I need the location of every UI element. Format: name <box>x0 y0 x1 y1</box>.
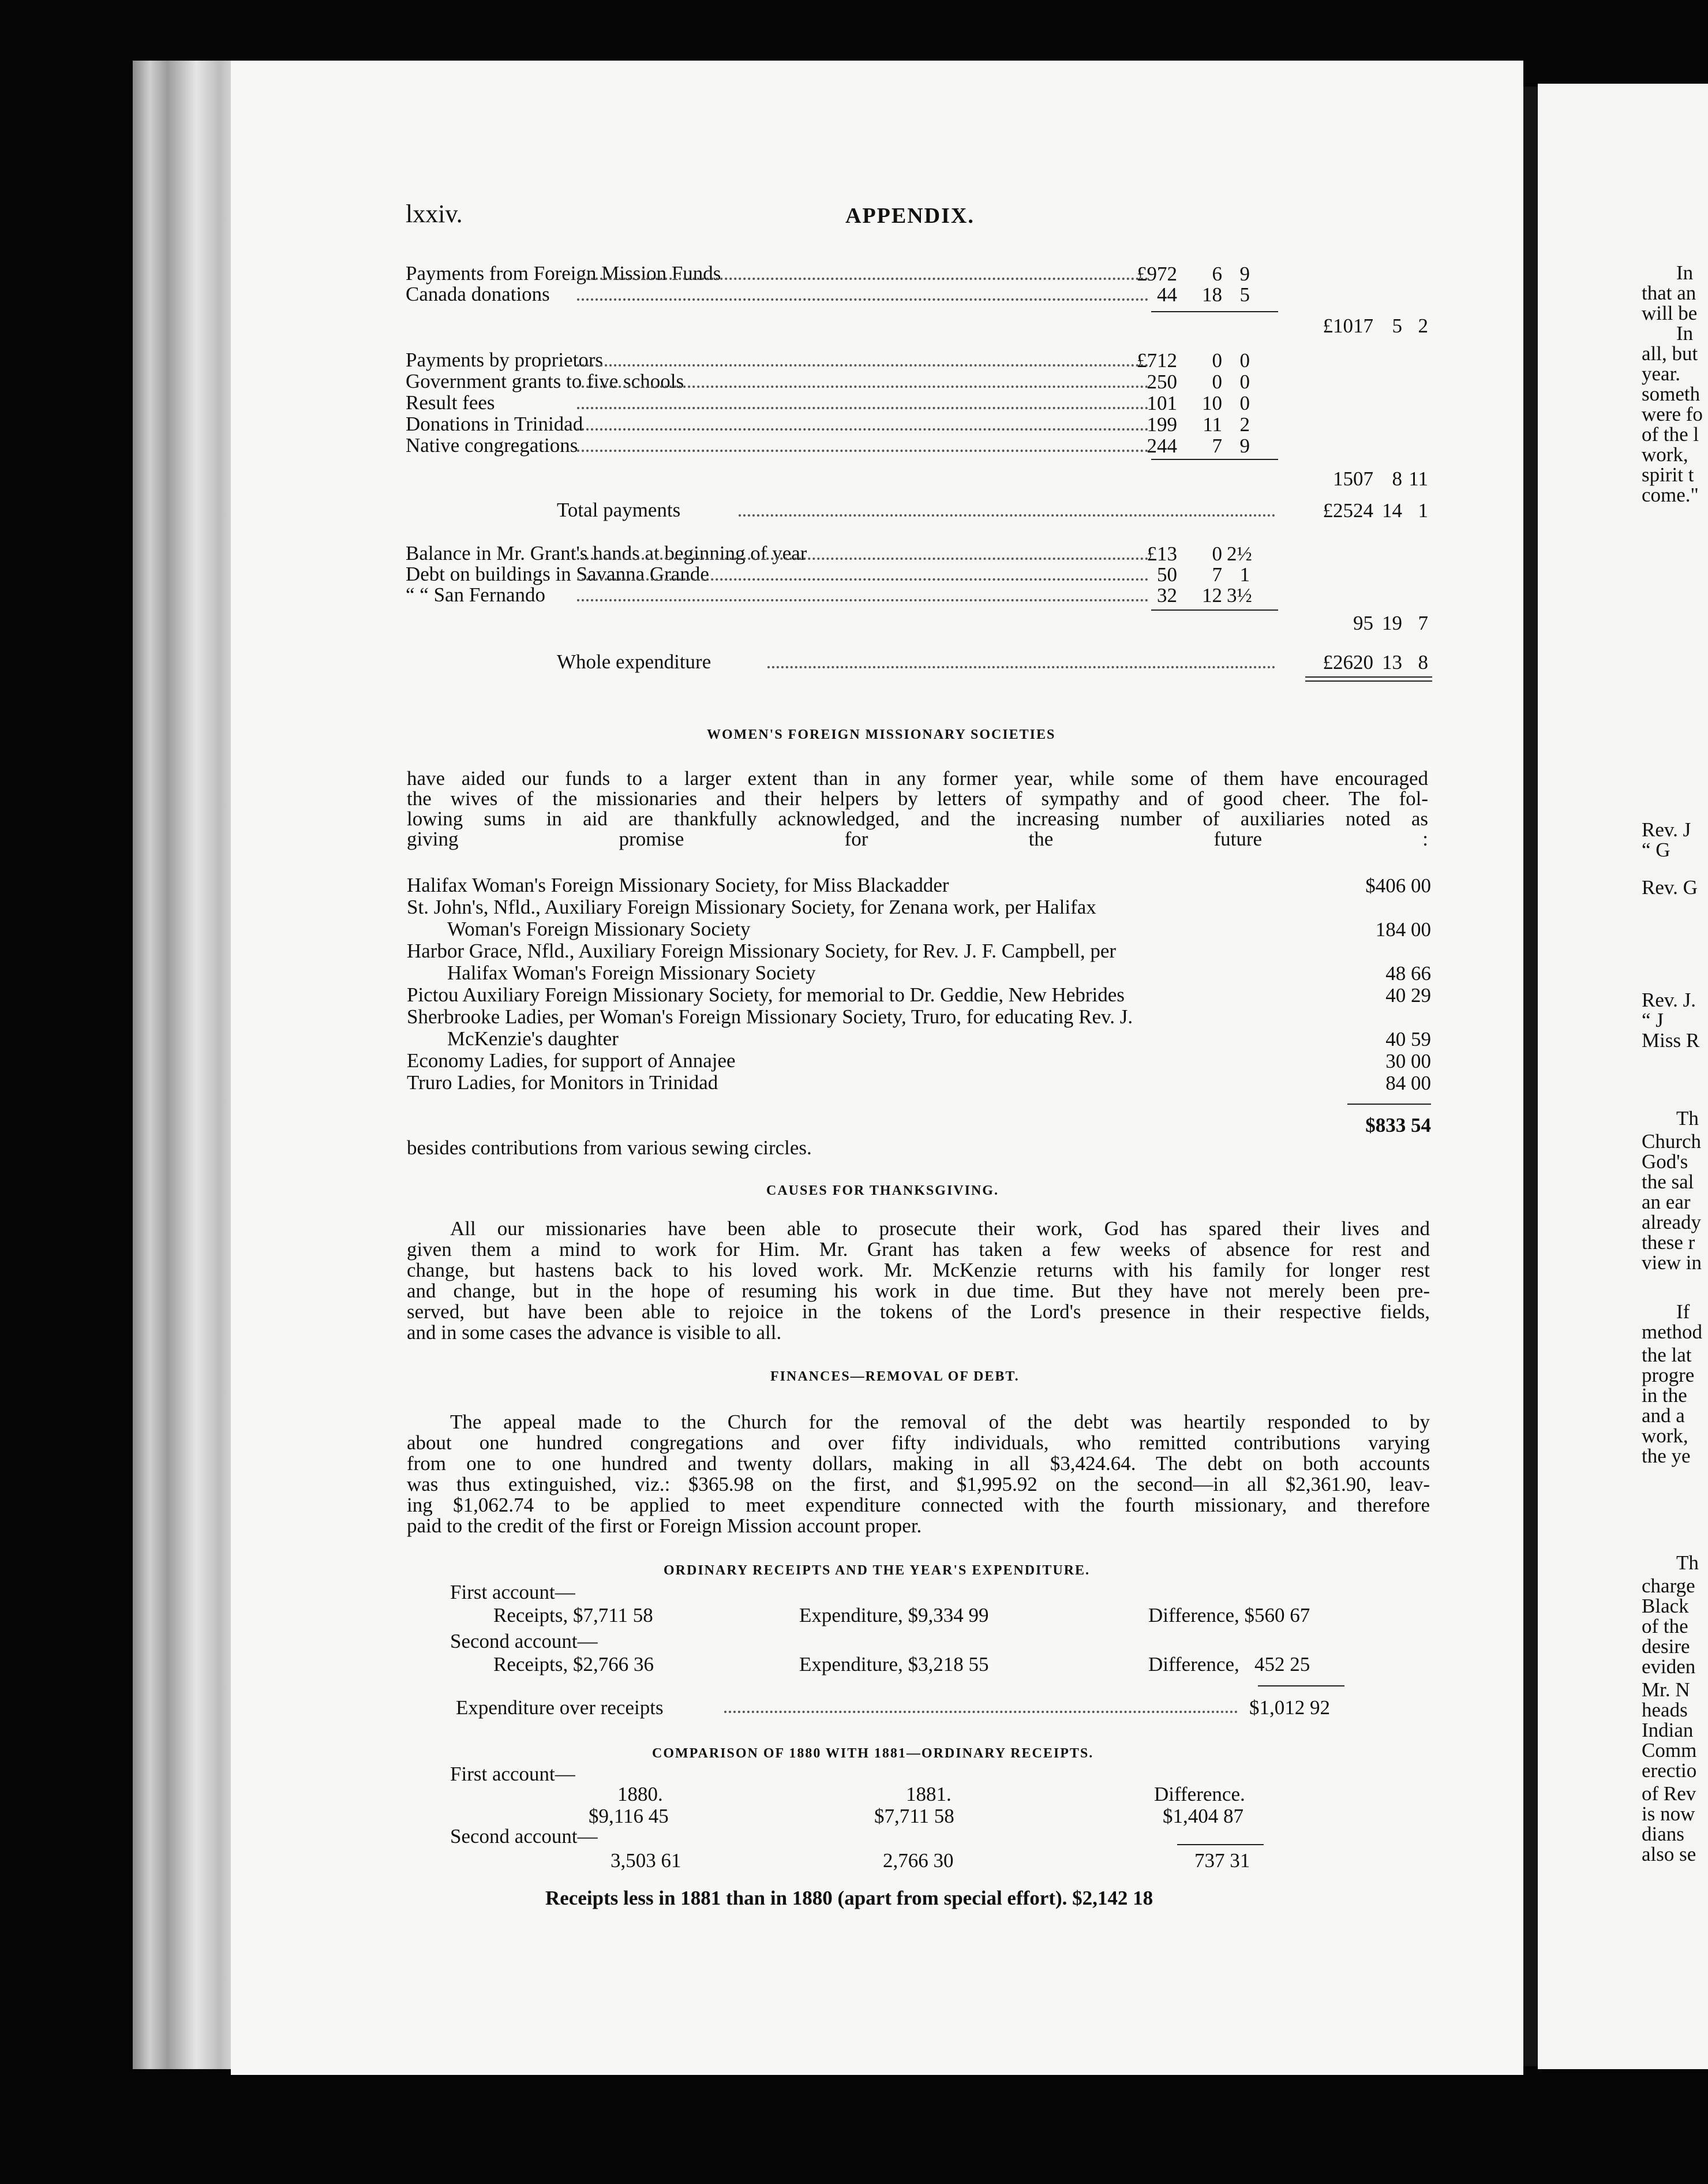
ordinary-first-difference: Difference, $560 67 <box>1148 1604 1310 1626</box>
group3-row-label: Debt on buildings in Savanna Grande <box>406 563 709 585</box>
right-page-fragment: Black <box>1642 1595 1689 1617</box>
right-page-fragment: God's <box>1642 1150 1688 1173</box>
over-label: Expenditure over receipts <box>456 1696 664 1719</box>
right-page <box>1538 84 1708 2069</box>
wfms-item-amount: 30 00 <box>1385 1050 1431 1072</box>
wfms-item-line: Halifax Woman's Foreign Missionary Society, for Miss Blackadder <box>407 874 949 896</box>
right-page-fragment: someth <box>1642 383 1700 405</box>
right-page-fragment: spirit t <box>1642 463 1694 486</box>
ordinary-first-expenditure: Expenditure, $9,334 99 <box>799 1604 989 1626</box>
right-page-fragment: Rev. G <box>1642 876 1698 899</box>
wfms-item-line: McKenzie's daughter <box>447 1027 619 1050</box>
group1-total-pounds: £1017 <box>1323 315 1373 337</box>
wfms-item-line: Sherbrooke Ladies, per Woman's Foreign Missionary Society, Truro, for educating Rev. J. <box>407 1005 1133 1028</box>
right-page-fragment: heads <box>1642 1699 1688 1721</box>
wfms-item-amount: 40 29 <box>1385 984 1431 1007</box>
thanks-line: given them a mind to work for Him. Mr. Grant has taken a few weeks of absence for rest and <box>407 1238 1430 1261</box>
whole-shillings: 13 <box>1382 651 1402 674</box>
group2-row-shillings: 10 <box>1202 392 1222 414</box>
group2-row-pence: 9 <box>1239 435 1250 457</box>
wfms-item-amount: 40 59 <box>1385 1028 1431 1050</box>
group2-rule <box>1151 459 1278 460</box>
group2-row-pounds: 101 <box>1147 392 1177 414</box>
right-page-fragment: Th <box>1676 1107 1699 1130</box>
group1-row-leader <box>577 297 1148 301</box>
group2-row-pounds: 244 <box>1147 435 1177 457</box>
group1-row-pence: 5 <box>1239 283 1250 306</box>
right-page-fragment: also se <box>1642 1843 1696 1865</box>
group2-row-leader <box>577 448 1148 452</box>
finances-line: was thus extinguished, viz.: $365.98 on the first, and $1,995.92 on the second—in all $2,361.90, leav- <box>407 1473 1430 1495</box>
wfms-item-line: Halifax Woman's Foreign Missionary Society <box>447 962 816 984</box>
group2-row-label: Donations in Trinidad <box>406 413 583 435</box>
group2-row-shillings: 0 <box>1212 371 1222 393</box>
over-leader <box>724 1710 1238 1713</box>
right-page-fragment: Miss R <box>1642 1029 1700 1052</box>
first-1880: $9,116 45 <box>589 1805 669 1827</box>
right-page-fragment: Church <box>1642 1130 1702 1153</box>
right-page-fragment: Mr. N <box>1642 1678 1690 1701</box>
col-1880: 1880. <box>617 1783 663 1805</box>
right-page-fragment: work, <box>1642 1424 1688 1447</box>
right-page-fragment: erectio <box>1642 1759 1697 1782</box>
ordinary-second-expenditure: Expenditure, $3,218 55 <box>799 1653 989 1676</box>
right-page-fragment: charge <box>1642 1575 1695 1597</box>
col-1881: 1881. <box>906 1783 952 1805</box>
group2-row-label: Government grants to five schools <box>406 370 684 392</box>
group3-total-pence: 7 <box>1418 612 1428 634</box>
group2-row-label: Payments by proprietors <box>406 349 604 371</box>
total-payments-label: Total payments <box>557 499 681 521</box>
group1-row-shillings: 6 <box>1212 263 1222 285</box>
group2-row-pounds: 199 <box>1147 413 1177 436</box>
wfms-item-line: St. John's, Nfld., Auxiliary Foreign Missionary Society, for Zenana work, per Halifax <box>407 896 1096 918</box>
comparison-second-label: Second account— <box>450 1825 598 1848</box>
thanks-line: change, but hastens back to his loved work. Mr. McKenzie returns with his family for longer rest <box>407 1259 1430 1281</box>
total-payments-pounds: £2524 <box>1323 499 1373 522</box>
group1-row-pounds: £972 <box>1137 263 1177 285</box>
over-value: $1,012 92 <box>1249 1696 1330 1719</box>
group3-row-leader <box>577 577 1148 581</box>
group2-row-shillings: 0 <box>1212 349 1222 372</box>
wfms-besides: besides contributions from various sewing circles. <box>407 1136 812 1159</box>
wfms-intro-line: the wives of the missionaries and their helpers by letters of sympathy and of good cheer. The fol- <box>407 787 1428 810</box>
right-page-fragment: the sal <box>1642 1170 1694 1193</box>
ordinary-first-label: First account— <box>450 1581 575 1603</box>
group3-total-shillings: 19 <box>1382 612 1402 634</box>
group3-row-leader <box>577 598 1148 601</box>
right-page-fragment: of the <box>1642 1615 1688 1637</box>
thanks-line: served, but have been able to rejoice in the tokens of the Lord's presence in their respective fields, <box>407 1300 1430 1323</box>
wfms-intro-line: giving promise for the future : <box>407 828 1428 850</box>
whole-label: Whole expenditure <box>557 650 711 673</box>
group2-row-shillings: 7 <box>1212 435 1222 457</box>
total-payments-leader <box>739 513 1275 517</box>
group2-row-shillings: 11 <box>1203 413 1222 436</box>
right-page-fragment: is now <box>1642 1802 1695 1825</box>
group2-row-pence: 0 <box>1239 371 1250 393</box>
right-page-fragment: an ear <box>1642 1191 1691 1213</box>
group2-row-pence: 0 <box>1239 349 1250 372</box>
right-page-fragment: Rev. J <box>1642 818 1691 841</box>
finances-line: The appeal made to the Church for the removal of the debt was heartily responded to by <box>450 1411 1430 1433</box>
group1-total-shillings: 5 <box>1392 315 1402 337</box>
right-page-fragment: and a <box>1642 1404 1685 1427</box>
wfms-item-amount: $406 00 <box>1365 874 1431 897</box>
group3-row-leader <box>577 556 1148 560</box>
thanks-heading: CAUSES FOR THANKSGIVING. <box>766 1183 999 1198</box>
group2-total-pence: 11 <box>1409 468 1428 490</box>
page-number: lxxiv. <box>406 200 463 228</box>
second-1880: 3,503 61 <box>610 1849 681 1872</box>
right-page-fragment: method <box>1642 1321 1702 1343</box>
right-page-fragment: work, <box>1642 443 1688 466</box>
right-page-fragment: will be <box>1642 302 1698 324</box>
page-title: APPENDIX. <box>845 204 975 228</box>
finances-line: from one to one hundred and twenty dollars, making in all $3,424.64. The debt on both accounts <box>407 1452 1430 1475</box>
wfms-item-amount: 48 66 <box>1385 962 1431 985</box>
group3-row-shillings: 7 <box>1212 563 1222 586</box>
comparison-heading: COMPARISON OF 1880 WITH 1881—ORDINARY RECEIPTS. <box>652 1746 1094 1761</box>
group2-row-pence: 2 <box>1239 413 1250 436</box>
right-page-fragment: of the l <box>1642 423 1699 446</box>
right-page-fragment: Rev. J. <box>1642 989 1696 1011</box>
wfms-intro-line: lowing sums in aid are thankfully acknowledged, and the increasing number of auxiliaries noted as <box>407 807 1428 830</box>
first-1881: $7,711 58 <box>874 1805 954 1827</box>
right-page-fragment: the lat <box>1642 1344 1692 1366</box>
ordinary-second-label: Second account— <box>450 1630 598 1652</box>
group1-row-label: Canada donations <box>406 283 550 305</box>
wfms-item-line: Harbor Grace, Nfld., Auxiliary Foreign Missionary Society, for Rev. J. F. Campbell, per <box>407 940 1117 962</box>
right-page-fragment: in the <box>1642 1384 1687 1407</box>
group3-row-pence: 1 <box>1239 563 1250 586</box>
right-page-fragment: In <box>1676 322 1694 345</box>
second-difference: 737 31 <box>1194 1849 1250 1872</box>
col-difference: Difference. <box>1154 1783 1245 1805</box>
right-page-fragment: Indian <box>1642 1719 1694 1741</box>
group3-total-pounds: 95 <box>1353 612 1373 634</box>
right-page-fragment: If <box>1676 1300 1690 1323</box>
right-page-fragment: “ G <box>1642 839 1670 861</box>
group2-row-label: Result fees <box>406 391 495 414</box>
right-page-fragment: come." <box>1642 484 1699 506</box>
total-payments-pence: 1 <box>1418 499 1428 522</box>
right-page-fragment: “ J <box>1642 1009 1664 1031</box>
group1-row-pence: 9 <box>1239 263 1250 285</box>
finances-line: ing $1,062.74 to be applied to meet expenditure connected with the fourth missionary, and therefore <box>407 1494 1430 1516</box>
group3-row-shillings: 0 <box>1212 543 1222 565</box>
comparison-first-label: First account— <box>450 1763 575 1785</box>
wfms-item-line: Economy Ladies, for support of Annajee <box>407 1049 736 1072</box>
group1-row-shillings: 18 <box>1202 283 1222 306</box>
group2-row-leader <box>577 406 1148 409</box>
first-difference: $1,404 87 <box>1163 1805 1243 1827</box>
group2-row-label: Native congregations <box>406 434 578 457</box>
wfms-heading: WOMEN'S FOREIGN MISSIONARY SOCIETIES <box>707 727 1056 742</box>
right-page-fragment: were fo <box>1642 403 1703 425</box>
group2-total-shillings: 8 <box>1392 468 1402 490</box>
wfms-item-line: Truro Ladies, for Monitors in Trinidad <box>407 1071 718 1094</box>
ordinary-second-receipts: Receipts, $2,766 36 <box>493 1653 654 1676</box>
total-payments-shillings: 14 <box>1382 499 1402 522</box>
whole-double-rule <box>1305 676 1432 682</box>
whole-pence: 8 <box>1418 651 1428 674</box>
right-page-fragment: all, but <box>1642 342 1698 365</box>
group1-row-leader <box>577 276 1148 280</box>
ordinary-rule <box>1258 1685 1344 1686</box>
group2-total-pounds: 1507 <box>1333 468 1373 490</box>
wfms-total-rule <box>1347 1104 1431 1105</box>
group3-row-label: Balance in Mr. Grant's hands at beginning of year <box>406 542 807 564</box>
group3-row-pounds: 50 <box>1157 563 1177 586</box>
right-page-fragment: view in <box>1642 1251 1702 1274</box>
group3-rule <box>1151 609 1278 611</box>
ordinary-heading: ORDINARY RECEIPTS AND THE YEAR'S EXPENDITURE. <box>664 1563 1091 1578</box>
group3-row-label: “ “ San Fernando <box>406 584 546 606</box>
group1-row-pounds: 44 <box>1157 283 1177 306</box>
group1-rule <box>1151 311 1278 312</box>
book-gutter <box>1523 87 1538 2066</box>
group2-row-leader <box>577 427 1148 431</box>
thanks-line: and in some cases the advance is visible to all. <box>407 1321 782 1344</box>
right-page-fragment: dians <box>1642 1823 1684 1845</box>
group2-row-pounds: £712 <box>1137 349 1177 372</box>
finances-line: paid to the credit of the first or Foreign Mission account proper. <box>407 1514 922 1537</box>
right-page-fragment: already <box>1642 1211 1701 1233</box>
ordinary-second-difference: Difference, 452 25 <box>1148 1653 1310 1676</box>
group3-row-pence: 2½ <box>1227 543 1252 565</box>
group3-row-shillings: 12 <box>1202 584 1222 607</box>
wfms-item-line: Pictou Auxiliary Foreign Missionary Society, for memorial to Dr. Geddie, New Hebrides <box>407 983 1125 1006</box>
right-page-fragment: Comm <box>1642 1739 1697 1762</box>
group2-row-leader <box>577 363 1148 367</box>
whole-pounds: £2620 <box>1323 651 1373 674</box>
thanks-line: All our missionaries have been able to prosecute their work, God has spared their lives and <box>450 1217 1430 1240</box>
right-page-fragment: eviden <box>1642 1655 1696 1678</box>
wfms-total: $833 54 <box>1365 1114 1431 1136</box>
finances-line: about one hundred congregations and over fifty individuals, who remitted contributions varying <box>407 1431 1430 1454</box>
whole-leader <box>767 665 1275 668</box>
right-page-fragment: year. <box>1642 362 1681 385</box>
right-page-fragment: the ye <box>1642 1445 1691 1467</box>
right-page-fragment: In <box>1676 261 1694 284</box>
right-page-fragment: Th <box>1676 1551 1699 1574</box>
group2-row-pounds: 250 <box>1147 371 1177 393</box>
right-page-fragment: progre <box>1642 1364 1695 1386</box>
group1-row-label: Payments from Foreign Mission Funds <box>406 262 721 285</box>
wfms-item-amount: 184 00 <box>1375 918 1431 941</box>
comparison-rule <box>1177 1844 1264 1845</box>
right-page-fragment: these r <box>1642 1231 1695 1254</box>
finances-heading: FINANCES—REMOVAL OF DEBT. <box>770 1369 1020 1384</box>
right-page-fragment: desire <box>1642 1635 1690 1658</box>
receipts-less: Receipts less in 1881 than in 1880 (apart from special effort). $2,142 18 <box>545 1887 1153 1909</box>
group3-row-pence: 3½ <box>1227 584 1252 607</box>
right-page-fragment: that an <box>1642 282 1696 304</box>
right-page-fragment: of Rev <box>1642 1782 1696 1805</box>
group3-row-pounds: 32 <box>1157 584 1177 607</box>
thanks-line: and change, but in the hope of resuming his work in due time. But they have not merely been pre- <box>407 1280 1430 1302</box>
wfms-item-amount: 84 00 <box>1385 1072 1431 1094</box>
group2-row-pence: 0 <box>1239 392 1250 414</box>
wfms-item-line: Woman's Foreign Missionary Society <box>447 918 751 940</box>
group1-total-pence: 2 <box>1418 315 1428 337</box>
second-1881: 2,766 30 <box>883 1849 954 1872</box>
group2-row-leader <box>577 384 1148 388</box>
group3-row-pounds: £13 <box>1147 543 1177 565</box>
ordinary-first-receipts: Receipts, $7,711 58 <box>493 1604 653 1626</box>
wfms-intro-line: have aided our funds to a larger extent than in any former year, while some of them have encouraged <box>407 767 1428 790</box>
